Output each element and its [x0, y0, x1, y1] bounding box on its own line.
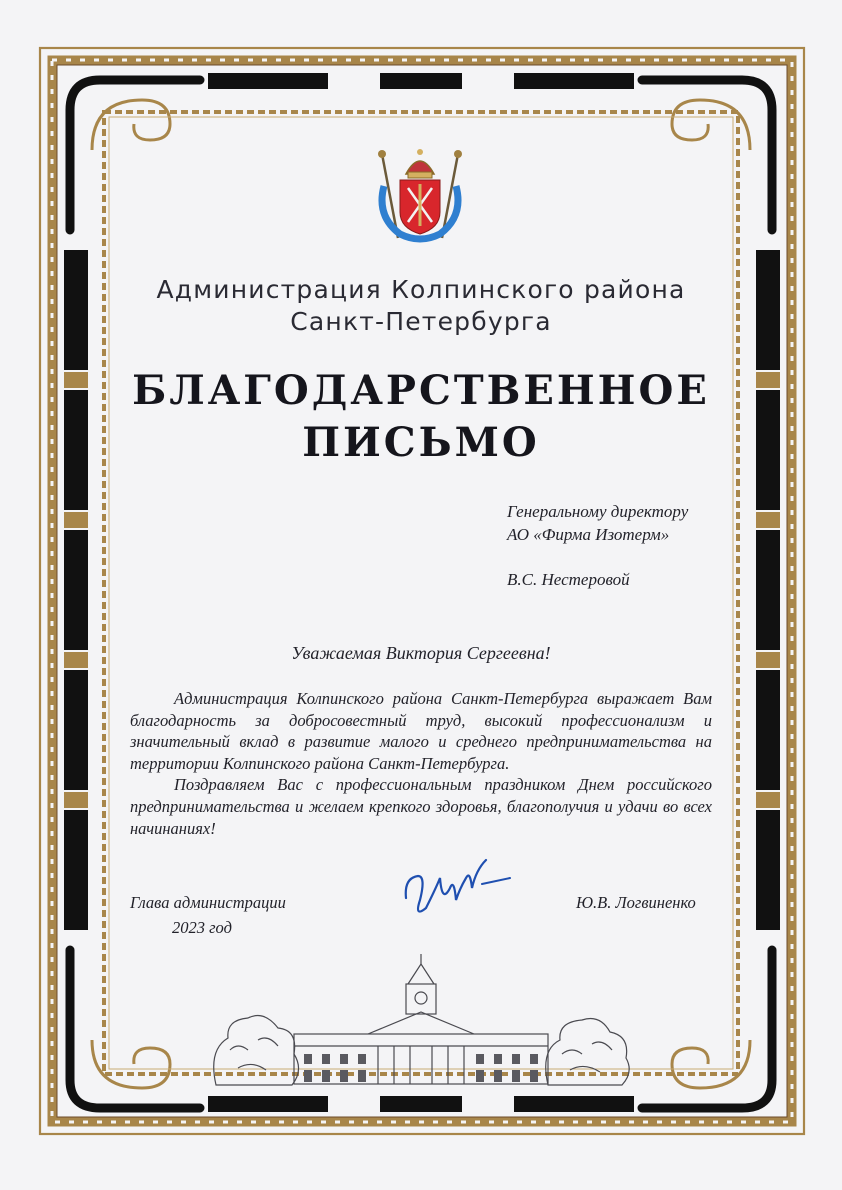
salutation: Уважаемая Виктория Сергеевна! [291, 643, 551, 663]
letter-body [130, 688, 712, 839]
signature-icon [396, 848, 516, 923]
coat-of-arms-icon [370, 146, 470, 246]
signatory-name: Ю.В. Логвиненко [576, 893, 696, 912]
addressee-company: АО «Фирма Изотерм» [507, 525, 670, 544]
document-title-line2: ПИСЬМО [302, 419, 540, 466]
organization-city: Санкт-Петербурга [290, 307, 552, 336]
addressee-name: В.С. Нестеровой [507, 570, 630, 589]
building-icon [208, 950, 634, 1090]
document-title-line1: БЛАГОДАРСТВЕННОЕ [132, 367, 710, 414]
body-paragraph-2: Поздравляем Вас с профессиональным праздником Днем российского предпринимательства и желаем крепкого здоровья, благополучия и удачи во всех начинаниях! [130, 775, 712, 838]
document-year: 2023 год [172, 918, 232, 937]
body-paragraph-1: Администрация Колпинского района Санкт-Петербурга выражает Вам благодарность за добросовестный труд, высокий профессионализм и значительный вклад в развитие малого и среднего предпринимательства на территории Колпинского района Санкт-Петербурга. [130, 689, 712, 773]
addressee-position: Генеральному директору [507, 502, 689, 521]
signatory-role: Глава администрации [130, 893, 286, 912]
organization-name: Администрация Колпинского района [156, 275, 686, 304]
